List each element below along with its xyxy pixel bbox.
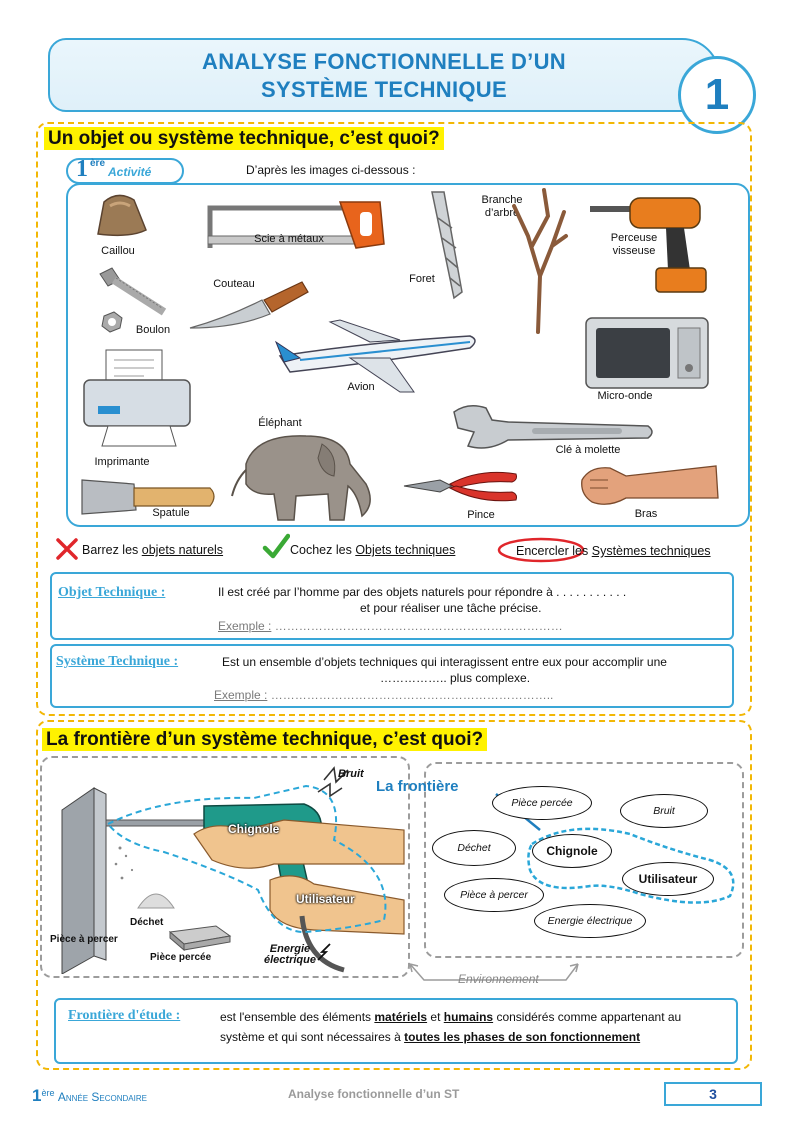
example-objet[interactable]: Exemple : ……………………………………………………………… xyxy=(218,619,563,633)
def-title-frontiere: Frontière d'étude : xyxy=(68,1008,181,1023)
page-number: 3 xyxy=(664,1082,762,1106)
def-line1-frontiere: est l'ensemble des éléments matériels et humains considérés comme appartenant au xyxy=(220,1010,682,1024)
label-dechet: Déchet xyxy=(130,917,164,928)
label-cle: Clé à molette xyxy=(555,444,621,456)
printer-icon[interactable] xyxy=(78,346,196,450)
microwave-icon[interactable] xyxy=(584,314,712,392)
def-line1-objet: Il est créé par l’homme par des objets naturels pour répondre à . . . . . . . . . . . xyxy=(218,585,627,599)
ellipse-energie: Energie électrique xyxy=(534,904,646,938)
label-micro-onde: Micro-onde xyxy=(597,390,653,402)
def-line2-frontiere: système et qui sont nécessaires à toutes les phases de son fonctionnement xyxy=(220,1030,641,1044)
ellipse-utilisateur: Utilisateur xyxy=(622,862,714,896)
ellipse-piece-percee: Pièce percée xyxy=(492,786,592,820)
example-systeme[interactable]: Exemple : …………………………………………………………….. xyxy=(214,688,554,702)
label-avion: Avion xyxy=(347,381,375,393)
label-branche: Branche d’arbre xyxy=(481,194,523,219)
label-couteau: Couteau xyxy=(213,278,255,290)
label-chignole: Chignole xyxy=(228,822,280,836)
legend-cross: Barrez les objets naturels xyxy=(82,543,224,557)
label-bras: Bras xyxy=(634,508,658,520)
label-piece-percee: Pièce percée xyxy=(150,952,212,963)
ellipse-piece-a-percer: Pièce à percer xyxy=(444,878,544,912)
frontiere-title: La frontière xyxy=(376,778,459,795)
page-title xyxy=(48,48,720,104)
label-pince: Pince xyxy=(467,509,495,521)
pliers-icon[interactable] xyxy=(400,460,520,514)
label-boulon: Boulon xyxy=(135,324,171,336)
label-piece-a-percer: Pièce à percer xyxy=(50,934,118,945)
elephant-icon[interactable] xyxy=(226,424,390,522)
label-foret: Foret xyxy=(409,273,435,285)
hacksaw-icon[interactable] xyxy=(200,198,388,256)
label-bruit: Bruit xyxy=(338,768,364,780)
ellipse-dechet: Déchet xyxy=(432,830,516,866)
ellipse-bruit: Bruit xyxy=(620,794,708,828)
def-line2-systeme: …………….. plus complexe. xyxy=(380,671,531,685)
section-2-heading: La frontière d’un système technique, c’est quoi? xyxy=(42,728,487,752)
arm-icon[interactable] xyxy=(578,458,722,512)
title-line-1: ANALYSE FONCTIONNELLE D’UN xyxy=(202,49,566,74)
label-utilisateur: Utilisateur xyxy=(296,892,355,906)
label-elephant: Éléphant xyxy=(258,417,302,429)
ellipse-chignole: Chignole xyxy=(532,834,612,868)
def-title-objet: Objet Technique : xyxy=(58,585,166,600)
section-1-heading: Un objet ou système technique, c’est quoi? xyxy=(44,127,444,151)
environnement-label: Environnement xyxy=(458,972,539,986)
branch-icon[interactable] xyxy=(508,186,570,334)
check-mark-icon xyxy=(262,533,290,561)
activity-instruction: D’après les images ci-dessous : xyxy=(246,163,416,177)
def-line1-systeme: Est un ensemble d’objets techniques qui interagissent entre eux pour accomplir une xyxy=(222,655,667,669)
activity-label: Activité xyxy=(108,165,152,179)
label-perceuse: Perceuse visseuse xyxy=(610,232,658,257)
cordless-drill-icon[interactable] xyxy=(586,188,716,296)
def-line2-objet: et pour réaliser une tâche précise. xyxy=(360,601,542,615)
footer-title: Analyse fonctionnelle d’un ST xyxy=(288,1087,460,1101)
label-energie: Energie électrique xyxy=(264,943,316,966)
chapter-number-badge: 1 xyxy=(678,56,756,134)
label-spatule: Spatule xyxy=(152,507,190,519)
footer-level: 1ère Année Secondaire xyxy=(32,1086,147,1105)
label-scie: Scie à métaux xyxy=(254,233,324,245)
stone-icon[interactable] xyxy=(90,190,150,238)
title-line-2: SYSTÈME TECHNIQUE xyxy=(261,77,507,102)
activity-superscript: ère xyxy=(90,158,106,169)
legend-circle: Encercler les Systèmes techniques xyxy=(516,544,711,558)
def-title-systeme: Système Technique : xyxy=(56,654,179,669)
cross-mark-icon xyxy=(54,536,80,562)
activity-number: 1 xyxy=(76,156,88,182)
label-imprimante: Imprimante xyxy=(94,456,150,468)
label-caillou: Caillou xyxy=(101,245,135,257)
legend-check: Cochez les Objets techniques xyxy=(290,543,456,557)
